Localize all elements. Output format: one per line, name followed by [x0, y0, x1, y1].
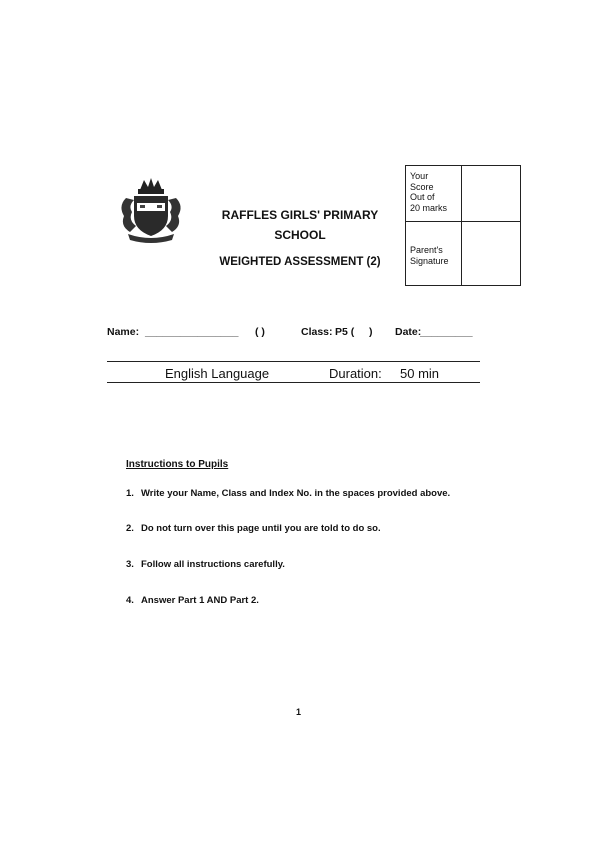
duration-label: Duration:	[329, 366, 382, 381]
score-label: Your Score Out of 20 marks	[410, 171, 448, 213]
subject-rule-bottom	[107, 382, 480, 383]
class-label: Class:	[301, 326, 333, 338]
school-name	[200, 205, 400, 245]
subject-rule-top	[107, 361, 480, 362]
class-close-bracket: )	[369, 326, 373, 338]
parent-signature-label: Parent's Signature	[410, 245, 449, 266]
score-box-divider-horizontal	[406, 221, 520, 222]
duration-value: 50 min	[400, 366, 440, 381]
school-crest-logo	[116, 176, 186, 244]
date-blank: _________	[420, 326, 473, 338]
name-label: Name:	[107, 326, 140, 338]
index-brackets: ( )	[255, 326, 265, 338]
instruction-item: 1. Write your Name, Class and Index No. in the spaces provided above.	[126, 488, 451, 499]
school-name-line1: RAFFLES GIRLS' PRIMARY	[221, 208, 379, 222]
page-number: 1	[296, 707, 302, 717]
score-signature-box	[405, 165, 521, 286]
instruction-item: 3. Follow all instructions carefully.	[126, 559, 285, 570]
school-name-line2: SCHOOL	[274, 228, 326, 242]
name-blank: ________________	[145, 326, 239, 338]
assessment-title: WEIGHTED ASSESSMENT (2)	[219, 256, 381, 268]
instructions-heading: Instructions to Pupils	[126, 459, 229, 470]
instruction-item: 2. Do not turn over this page until you are told to do so.	[126, 523, 381, 534]
score-box-divider-vertical	[461, 166, 462, 285]
subject-name: English Language	[165, 366, 270, 381]
class-value: P5 (	[335, 326, 355, 338]
instruction-item: 4. Answer Part 1 AND Part 2.	[126, 595, 259, 606]
date-label: Date:	[395, 326, 422, 338]
